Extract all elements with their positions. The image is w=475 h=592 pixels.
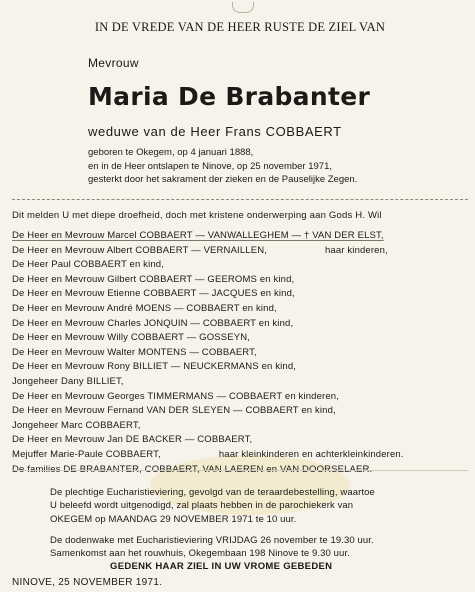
family-row: [12, 244, 404, 259]
family-row-text: Mejuffer Marie-Paule COBBAERT,: [12, 448, 161, 460]
prayer-line: GEDENK HAAR ZIEL IN UW VROME GEBEDEN: [110, 561, 333, 572]
header-line: IN DE VREDE VAN DE HEER RUSTE DE ZIEL VAN: [94, 20, 386, 34]
family-row: Jongeheer Marc COBBAERT,: [12, 419, 141, 431]
divider-bottom: [12, 470, 468, 471]
wake-line: De dodenwake met Eucharistieviering VRIJDAG 26 november te 19.30 uur.: [50, 535, 374, 546]
family-row: De Heer en Mevrouw Willy COBBAERT — GOSSEYN,: [12, 332, 251, 344]
service-line: OKEGEM op MAANDAG 29 NOVEMBER 1971 te 10 uur.: [50, 513, 297, 525]
fold-mark: [232, 2, 254, 13]
widow-of-surname: COBBAERT: [265, 124, 342, 139]
deceased-name: Maria De Brabanter: [88, 82, 371, 111]
family-row: De Heer en Mevrouw André MOENS — COBBAERT en kind,: [12, 302, 277, 314]
family-row: Jongeheer Dany BILLIET,: [12, 375, 124, 387]
family-row: De Heer en Mevrouw Fernand VAN DER SLEYEN — COBBAERT en kind,: [12, 405, 336, 417]
intro-line: Dit melden U met diepe droefheid, doch met kristene onderwerping aan Gods H. Wil: [12, 210, 382, 221]
death-line: en in de Heer ontslapen te Ninove, op 25 november 1971,: [88, 160, 332, 172]
children-note: haar kinderen,: [325, 244, 388, 256]
sacrament-line: gesterkt door het sakrament der zieken en de Pauselijke Zegen.: [88, 174, 358, 185]
family-list: [12, 229, 404, 477]
wake-info: [50, 534, 374, 561]
family-row-text: De Heer en Mevrouw Albert COBBAERT — VERNAILLEN,: [12, 244, 267, 256]
family-row: De Heer en Mevrouw Marcel COBBAERT — VANWALLEGHEM — † VAN DER ELST,: [12, 230, 384, 241]
birth-line: geboren te Okegem, op 4 januari 1888,: [88, 147, 254, 158]
family-row: De Heer en Mevrouw Rony BILLIET — NEUCKERMANS en kind,: [12, 361, 297, 373]
family-row: De Heer en Mevrouw Walter MONTENS — COBBAERT,: [12, 346, 257, 358]
family-row: De Heer en Mevrouw Gilbert COBBAERT — GEEROMS en kind,: [12, 273, 295, 285]
family-row: De Heer en Mevrouw Etienne COBBAERT — JACQUES en kind,: [12, 288, 295, 300]
family-row: De Heer en Mevrouw Georges TIMMERMANS — COBBAERT en kinderen,: [12, 390, 339, 402]
widow-of-line: [88, 124, 342, 139]
family-row: De families DE BRABANTER, COBBAERT, VAN LAEREN en VAN DOORSELAER.: [12, 463, 373, 475]
family-row: De Heer en Mevrouw Charles JONQUIN — COBBAERT en kind,: [12, 317, 294, 329]
family-row: De Heer Paul COBBAERT en kind,: [12, 259, 164, 271]
life-details: [88, 146, 357, 187]
title-prefix: Mevrouw: [88, 56, 139, 70]
grandchildren-note: haar kleinkinderen en achterkleinkinderen.: [218, 448, 404, 460]
service-line: U beleefd wordt uitgenodigd, zal plaats hebben in de parochiekerk van: [50, 500, 354, 512]
divider: [12, 199, 468, 200]
wake-line: Samenkomst aan het rouwhuis, Okegembaan 198 Ninove te 9.30 uur.: [50, 548, 350, 560]
service-info: [50, 486, 375, 526]
place-date: NINOVE, 25 NOVEMBER 1971.: [12, 577, 163, 588]
widow-of-prefix: weduwe van de Heer Frans: [88, 124, 266, 139]
family-row: [12, 448, 404, 463]
service-line: De plechtige Eucharistieviering, gevolgd van de teraardebestelling, waartoe: [50, 487, 375, 498]
family-row: De Heer en Mevrouw Jan DE BACKER — COBBAERT,: [12, 434, 253, 446]
